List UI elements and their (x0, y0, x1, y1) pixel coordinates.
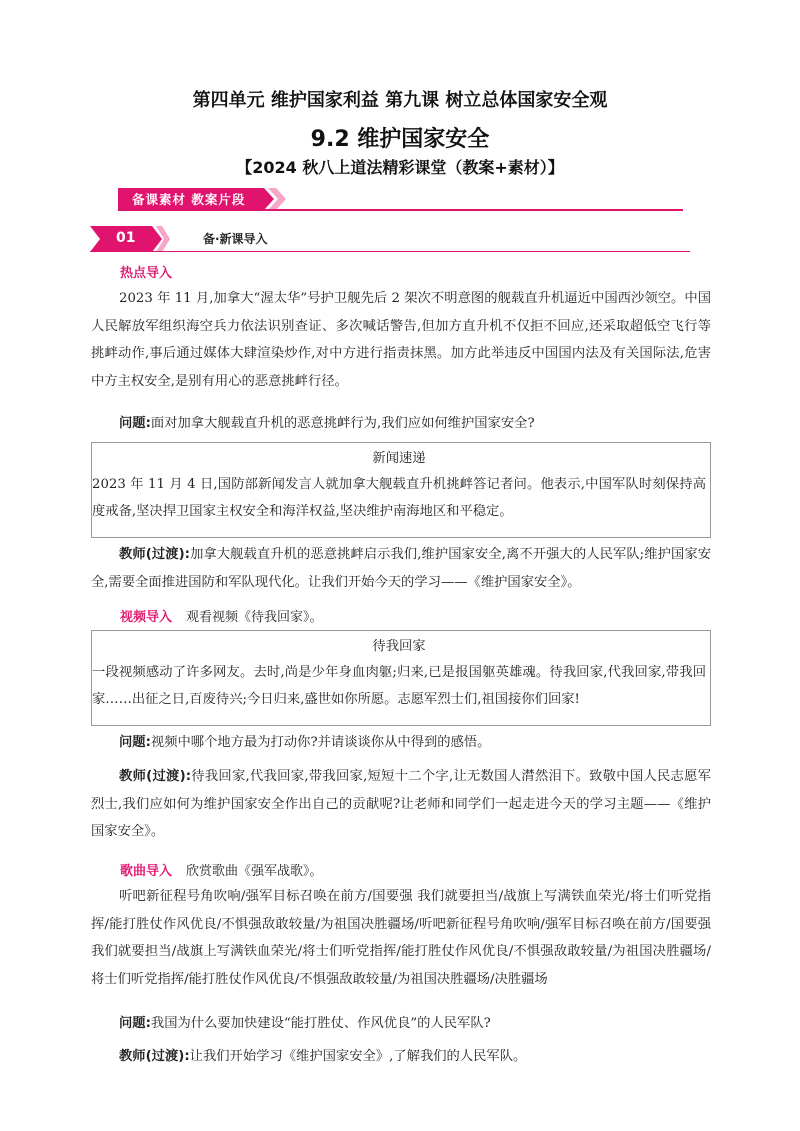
hot-intro-label: 热点导入 (120, 266, 173, 281)
section-title: 9.2 维护国家安全 (310, 127, 490, 152)
material-banner (118, 188, 288, 210)
video-intro-desc: 观看视频《待我回家》。 (186, 610, 323, 625)
teacher-label: 教师(过渡): (119, 547, 190, 562)
teacher-label: 教师(过渡): (119, 769, 192, 784)
question-label: 问题: (119, 1016, 151, 1031)
video-box-title: 待我回家 (372, 639, 426, 654)
unit-lesson-title: 第四单元 维护国家利益 第九课 树立总体国家安全观 (192, 90, 608, 111)
question-label: 问题: (119, 416, 151, 431)
song-intro-tag (120, 860, 323, 879)
teacher-text: 加拿大舰载直升机的恶意挑衅启示我们,维护国家安全,离不开强大的人民军队;维护国家安全,需要全面推进国防和军队现代化。让我们开始今天的学习——《维护国家安全》。 (91, 547, 711, 590)
question-text: 视频中哪个地方最为打动你?并请谈谈你从中得到的感悟。 (150, 735, 491, 750)
video-box (91, 630, 711, 726)
song-lyrics: 听吧新征程号角吹响/强军目标召唤在前方/国要强 我们就要担当/战旗上写满铁血荣光/将士们听党指挥/能打胜仗作风优良/不惧强敌敢较量/为祖国决胜疆场/听吧新征程号角吹响/强军目标召唤在前方/国要强 我们就要担当/战旗上写满铁血荣光/将士们听党指挥/能打胜仗作风优良/不惧强敌敢较量/为祖国决胜疆场/将士们听党指挥/能打胜仗作风优良/不惧强敌敢较量/为祖国决胜疆场/决胜疆场 (91, 889, 711, 987)
hot-intro-text: 2023 年 11 月,加拿大“渥太华”号护卫舰先后 2 架次不明意图的舰载直升机逼近中国西沙领空。中国人民解放军组织海空兵力依法识别查证、多次喊话警告,但加方直升机不仅拒不回应,还采取超低空飞行等挑衅动作,事后通过媒体大肆渲染炒作,对中方进行指责抹黑。加方此举违反中国国内法及有关国际法,危害中方主权安全,是别有用心的恶意挑衅行径。 (91, 291, 711, 389)
question-text: 我国为什么要加快建设“能打胜仗、作风优良”的人民军队? (150, 1016, 491, 1031)
news-box-title: 新闻速递 (372, 451, 426, 466)
video-intro-tag (120, 606, 323, 625)
news-box-body: 2023 年 11 月 4 日,国防部新闻发言人就加拿大舰载直升机挑衅答记者问。他表示,中国军队时刻保持高度戒备,坚决捍卫国家主权安全和海洋权益,坚决维护南海地区和平稳定。 (92, 477, 706, 519)
question-text: 面对加拿大舰载直升机的恶意挑衅行为,我们应如何维护国家安全? (150, 416, 535, 431)
teacher-transition-2 (91, 763, 711, 846)
banner-divider (118, 209, 683, 211)
teacher-text: 让我们开始学习《维护国家安全》,了解我们的人民军队。 (189, 1049, 527, 1064)
news-box (91, 442, 711, 538)
section-header (90, 226, 690, 252)
teacher-transition-1 (91, 541, 711, 596)
section-number: 01 (116, 230, 136, 246)
teacher-transition-3 (91, 1043, 711, 1071)
song-question (91, 1010, 711, 1038)
series-subtitle: 【2024 秋八上道法精彩课堂（教案+素材）】 (236, 158, 564, 177)
video-box-body: 一段视频感动了许多网友。去时,尚是少年身血肉躯;归来,已是报国躯英雄魂。待我回家,代我回家,带我回家……出征之日,百废待兴;今日归来,盛世如你所愿。志愿军烈士们,祖国接你们回家! (92, 665, 706, 707)
section-heading: 备·新课导入 (203, 232, 268, 246)
song-intro-label: 歌曲导入 (120, 864, 173, 879)
video-intro-label: 视频导入 (120, 610, 173, 625)
question-label: 问题: (119, 735, 151, 750)
hot-intro-tag (120, 262, 172, 281)
hot-intro-question (91, 410, 711, 438)
song-intro-desc: 欣赏歌曲《强军战歌》。 (186, 864, 323, 879)
teacher-text: 待我回家,代我回家,带我回家,短短十二个字,让无数国人潸然泪下。致敬中国人民志愿军烈士,我们应如何为维护国家安全作出自己的贡献呢?让老师和同学们一起走进今天的学习主题——《维护国家安全》。 (91, 769, 711, 839)
video-question (91, 729, 711, 757)
teacher-label: 教师(过渡): (119, 1049, 190, 1064)
section-divider (90, 251, 690, 252)
banner-label: 备课素材 教案片段 (132, 192, 246, 207)
